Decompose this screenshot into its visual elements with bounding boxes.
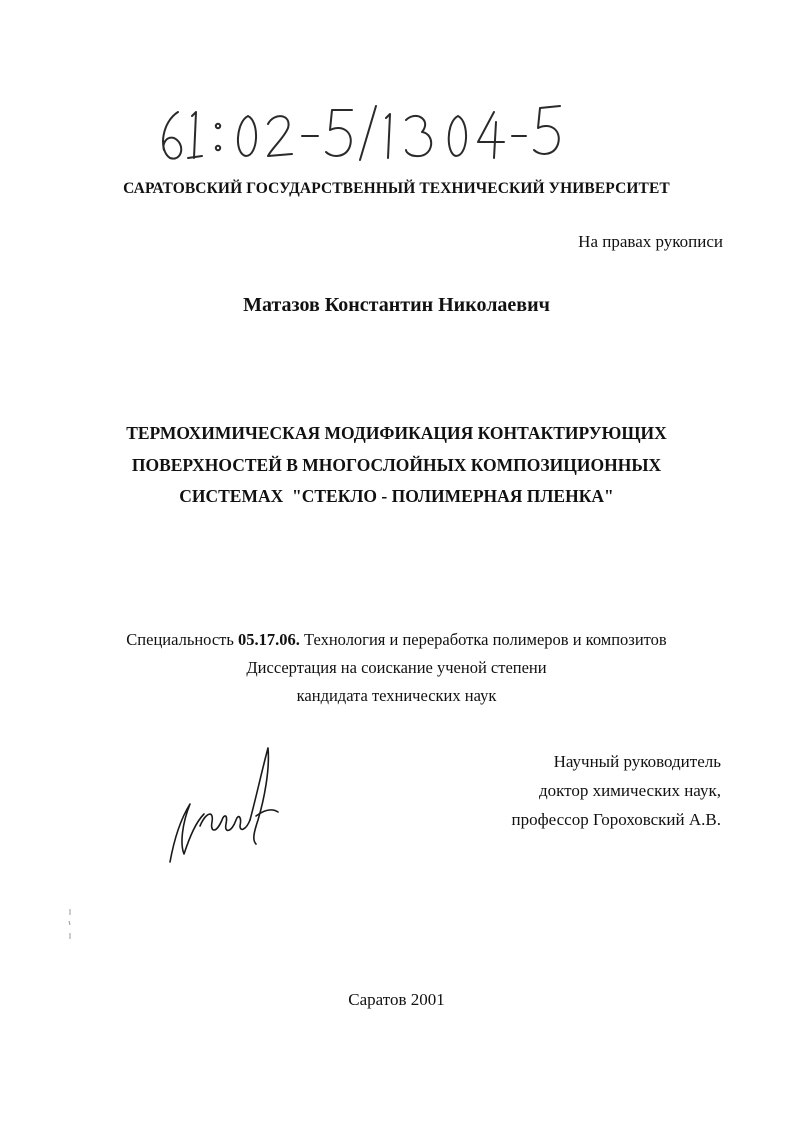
institution-name: САРАТОВСКИЙ ГОСУДАРСТВЕННЫЙ ТЕХНИЧЕСКИЙ УНИВЕРСИТЕТ bbox=[123, 180, 670, 197]
specialty-code: 05.17.06. bbox=[238, 630, 300, 649]
title-line: ПОВЕРХНОСТЕЙ В МНОГОСЛОЙНЫХ КОМПОЗИЦИОННЫХ bbox=[131, 454, 662, 475]
supervisor-block bbox=[512, 747, 721, 834]
handwritten-archive-code bbox=[140, 92, 580, 172]
signature bbox=[160, 740, 290, 870]
specialty-label: Специальность bbox=[126, 630, 234, 649]
specialty-line bbox=[0, 626, 793, 654]
thesis-title bbox=[0, 418, 793, 513]
supervisor-line: доктор химических наук, bbox=[538, 781, 721, 800]
city-year: Саратов 2001 bbox=[348, 990, 445, 1009]
title-line: ТЕРМОХИМИЧЕСКАЯ МОДИФИКАЦИЯ КОНТАКТИРУЮЩИХ bbox=[126, 423, 667, 443]
title-line: СИСТЕМАХ "СТЕКЛО - ПОЛИМЕРНАЯ ПЛЕНКА" bbox=[179, 486, 614, 506]
author-name: Матазов Константин Николаевич bbox=[243, 294, 550, 316]
specialty-block bbox=[0, 626, 793, 710]
supervisor-line: профессор Гороховский А.В. bbox=[511, 810, 721, 829]
scan-mark bbox=[64, 905, 78, 945]
rights-note: На правах рукописи bbox=[578, 232, 723, 251]
degree-line: кандидата технических наук bbox=[296, 686, 497, 705]
supervisor-line: Научный руководитель bbox=[553, 752, 721, 771]
specialty-name: Технология и переработка полимеров и композитов bbox=[304, 630, 667, 649]
degree-line: Диссертация на соискание ученой степени bbox=[246, 658, 547, 677]
